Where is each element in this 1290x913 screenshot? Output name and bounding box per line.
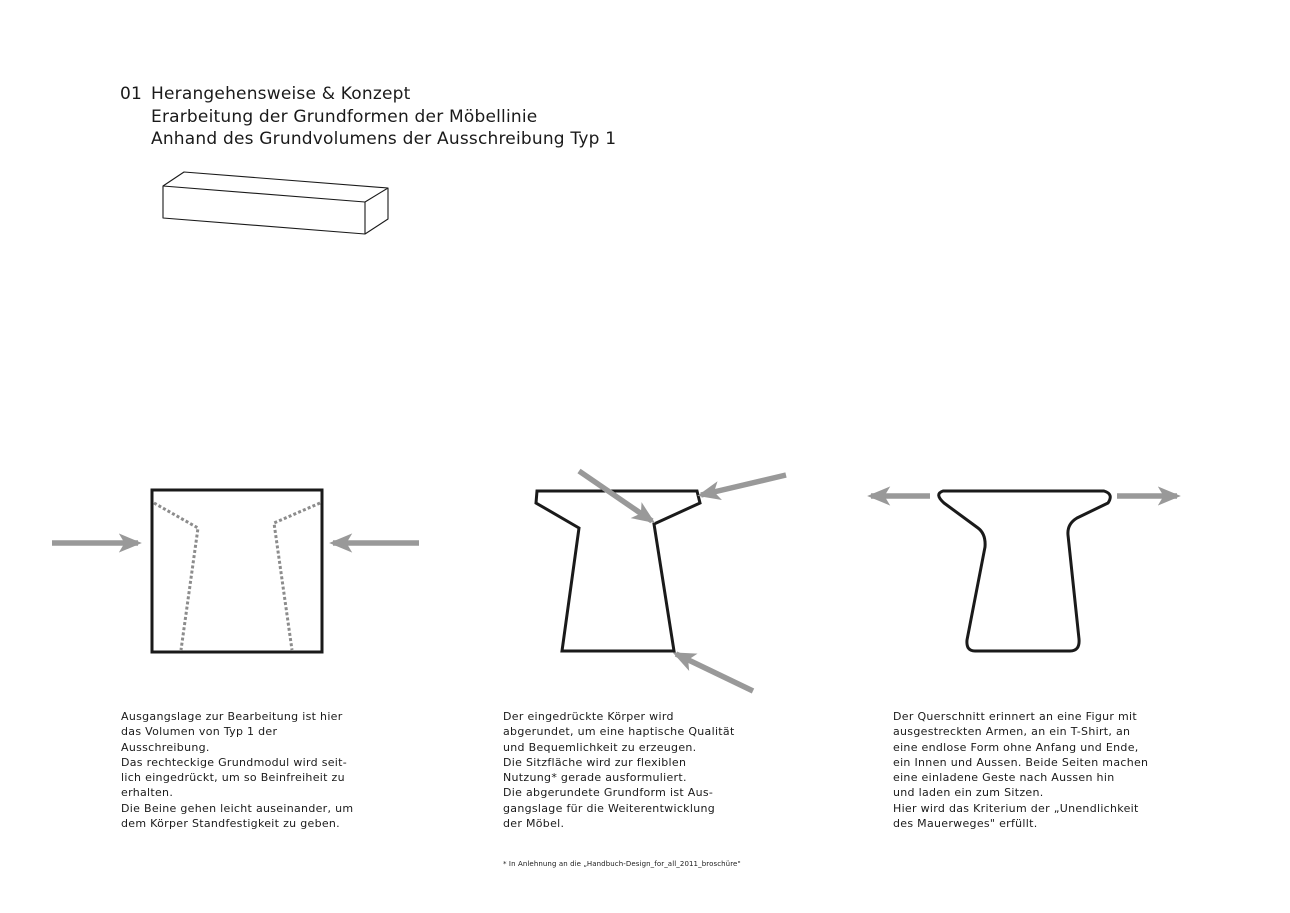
description-line: erhalten. [121,786,174,800]
description-line: des Mauerweges" erfüllt. [893,817,1038,831]
description-line: Ausschreibung. [121,740,210,754]
arrow-corner-top-right [701,475,786,495]
description-line: gangslage für die Weiterentwicklung [503,801,716,815]
description-line: lich eingedrückt, um so Beinfreiheit zu [121,771,345,785]
description-line: Nutzung* gerade ausformuliert. [503,771,687,785]
base-volume-box [163,172,388,234]
description-line: abgerundet, um eine haptische Qualität [503,725,735,739]
square-module-figure [52,490,419,652]
description-column-3 [893,709,1193,831]
description-line: Das rechteckige Grundmodul wird seit- [121,755,348,769]
description-line: und Bequemlichkeit zu erzeugen. [503,740,697,754]
section-title: Herangehensweise & Konzept [151,84,411,104]
description-line: der Möbel. [503,817,565,831]
description-line: Die Beine gehen leicht auseinander, um [121,801,354,815]
description-line: Ausgangslage zur Bearbeitung ist hier [121,710,343,723]
description-line: Der eingedrückte Körper wird [503,710,674,723]
section-number: 01 [120,84,143,104]
description-line: Hier wird das Kriterium der „Unendlichkeit [893,801,1139,815]
heading-line-3: Anhand des Grundvolumens der Ausschreibung Typ 1 [151,129,617,149]
description-line: eine einladene Geste nach Aussen hin [893,771,1115,785]
description-column-1 [121,709,391,831]
description-line: Die Sitzfläche wird zur flexiblen [503,755,687,769]
rounded-cross-section-figure [871,491,1177,651]
dotted-cut-left [154,503,198,650]
description-line: eine endlose Form ohne Anfang und Ende, [893,740,1139,754]
description-line: dem Körper Standfestigkeit zu geben. [121,817,340,831]
description-line: ausgestreckten Armen, an ein T-Shirt, an [893,725,1131,739]
footnote: * In Anlehnung an die „Handbuch-Design_for_all_2011_broschüre" [503,860,741,868]
heading-line-2: Erarbeitung der Grundformen der Möbellinie [151,106,538,127]
description-line: ein Innen und Aussen. Beide Seiten machen [893,755,1149,769]
arrow-corner-bottom-right [676,654,753,691]
description-line: Die abgerundete Grundform ist Aus- [503,786,714,800]
dotted-cut-right [274,503,320,650]
arrow-indent-inner [579,471,652,521]
description-line: Der Querschnitt erinnert an eine Figur mit [893,710,1137,723]
description-line: und laden ein zum Sitzen. [893,786,1044,800]
indented-body-figure [536,471,786,691]
description-column-2 [503,709,773,831]
description-line: das Volumen von Typ 1 der [121,725,278,739]
